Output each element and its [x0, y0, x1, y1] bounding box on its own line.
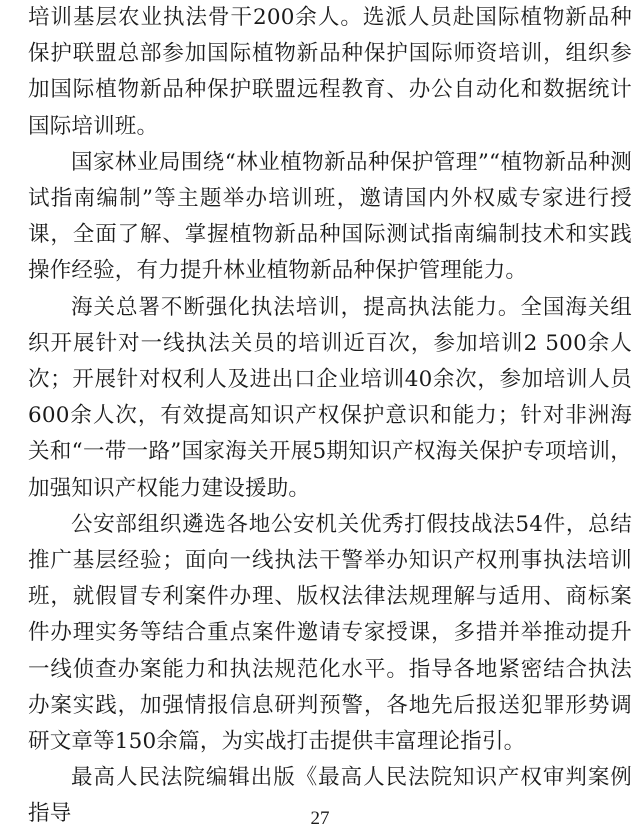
page-number: 27 — [310, 808, 330, 829]
paragraph-agriculture-training: 培训基层农业执法骨干200余人。选派人员赴国际植物新品种保护联盟总部参加国际植物新品种保护国际师资培训，组织参加国际植物新品种保护联盟远程教育、办公自动化和数据统计国际培训班。 — [28, 5, 632, 139]
body-text — [28, 0, 632, 833]
paragraph-public-security: 公安部组织遴选各地公安机关优秀打假技战法54件，总结推广基层经验；面向一线执法干警举办知识产权刑事执法培训班，就假冒专利案件办理、版权法律法规理解与适用、商标案件办理实务等结合重点案件邀请专家授课，多措并举推动提升一线侦查办案能力和执法规范化水平。指导各地紧密结合执法办案实践，加强情报信息研判预警，各地先后报送犯罪形势调研文章等150余篇，为实战打击提供丰富理论指引。 — [28, 511, 632, 755]
paragraph-supreme-court: 最高人民法院编辑出版《最高人民法院知识产权审判案例指导 — [28, 765, 632, 827]
paragraph-customs: 海关总署不断强化执法培训，提高执法能力。全国海关组织开展针对一线执法关员的培训近百次，参加培训2 500余人次；开展针对权利人及进出口企业培训40余次，参加培训人员600余人次，有效提高知识产权保护意识和能力；针对非洲海关和“一带一路”国家海关开展5期知识产权海关保护专项培训，加强知识产权能力建设援助。 — [28, 294, 632, 501]
paragraph-forestry-bureau: 国家林业局围绕“林业植物新品种保护管理”“植物新品种测试指南编制”等主题举办培训班，邀请国内外权威专家进行授课，全面了解、掌握植物新品种国际测试指南编制技术和实践操作经验，有力提升林业植物新品种保护管理能力。 — [28, 149, 632, 284]
